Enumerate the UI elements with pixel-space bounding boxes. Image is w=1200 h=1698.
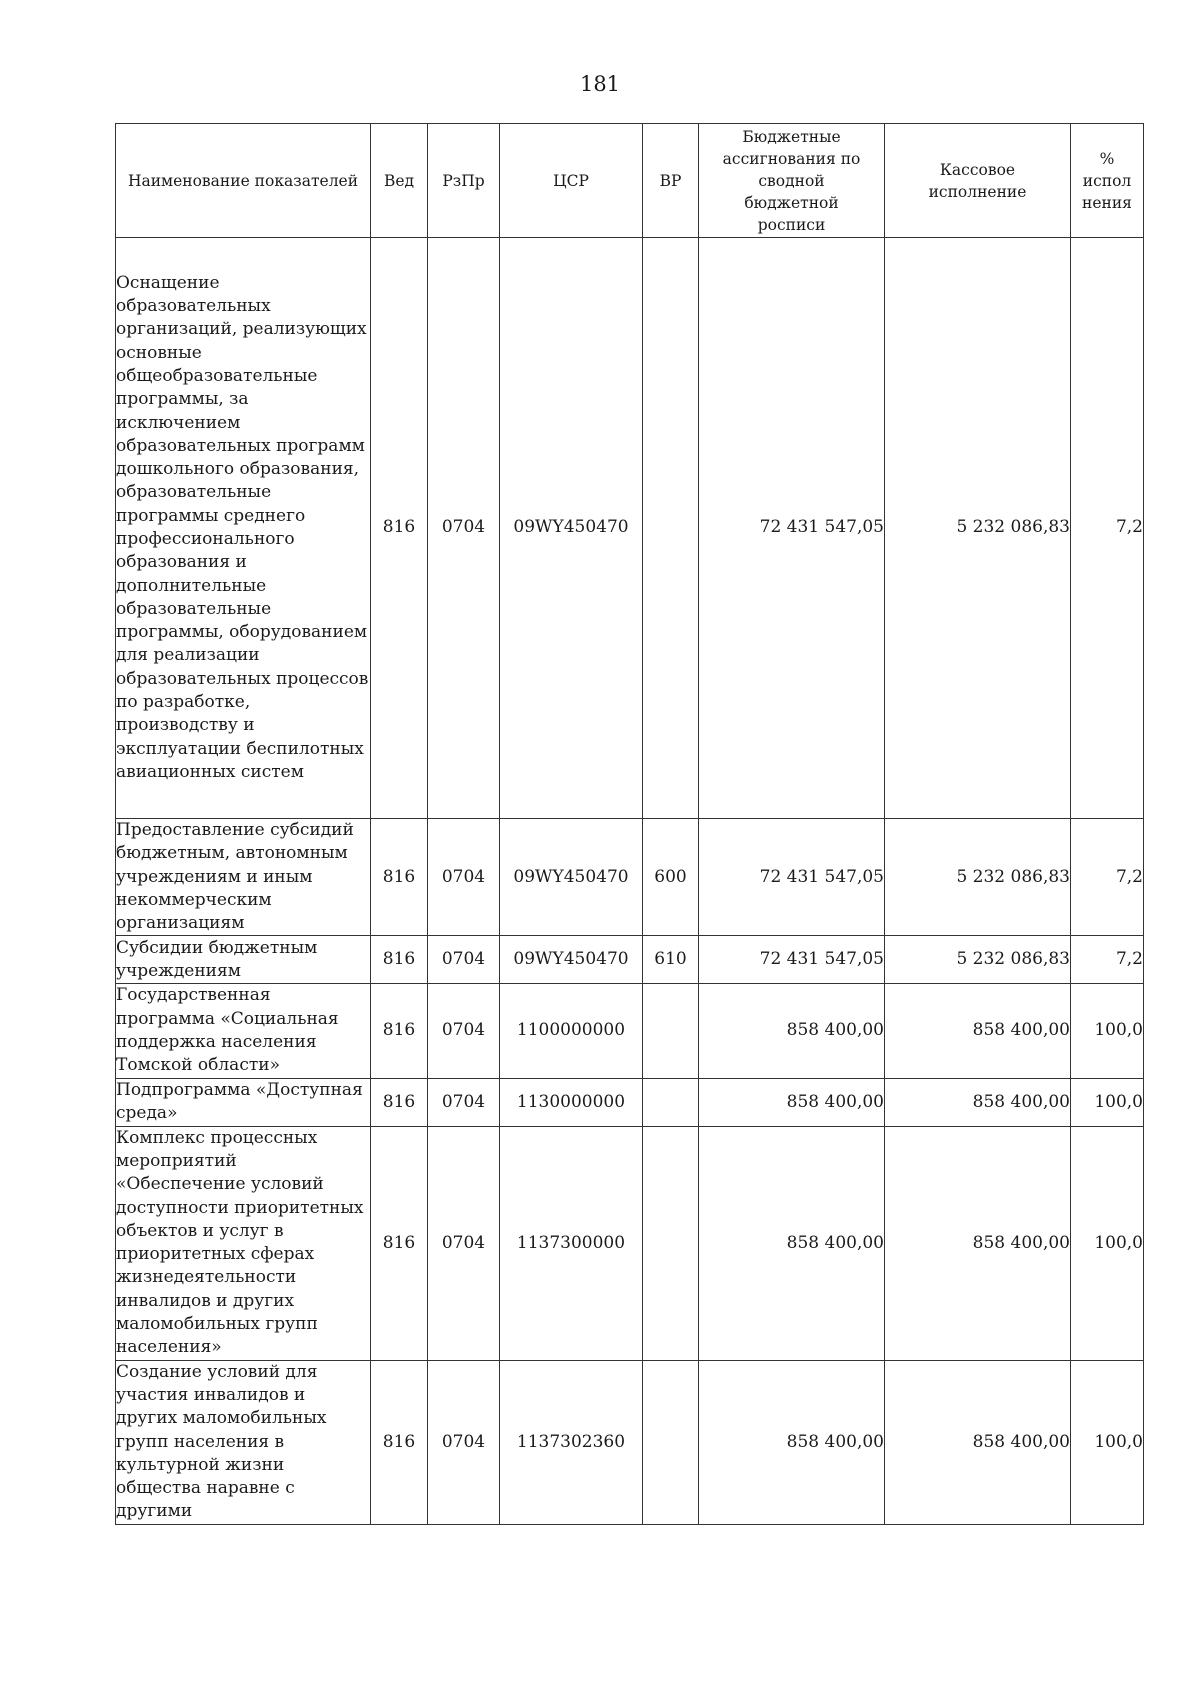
row-vr	[643, 1360, 699, 1524]
header-name: Наименование показателей	[116, 124, 371, 238]
row-csr: 1137300000	[500, 1126, 643, 1360]
row-allocations: 72 431 547,05	[699, 819, 885, 936]
table-header-row	[116, 124, 1144, 238]
table-row	[116, 238, 1144, 819]
row-name: Создание условий для участия инвалидов и других маломобильных групп населения в культурной жизни общества наравне с другими	[116, 1360, 371, 1524]
header-vr: ВР	[643, 124, 699, 238]
row-execution: 858 400,00	[885, 1360, 1071, 1524]
row-execution: 5 232 086,83	[885, 819, 1071, 936]
row-execution: 858 400,00	[885, 984, 1071, 1078]
row-execution: 858 400,00	[885, 1078, 1071, 1126]
row-name: Оснащение образовательных организаций, реализующих основные общеобразовательные программы, за исключением образовательных программ дошкольного образования, образовательные программы среднего профессионального образования и дополнительные образовательные программы, оборудованием для реализации образовательных процессов по разработке, производству и эксплуатации беспилотных авиационных систем	[116, 238, 371, 819]
row-execution: 5 232 086,83	[885, 238, 1071, 819]
row-ved: 816	[371, 984, 428, 1078]
header-csr: ЦСР	[500, 124, 643, 238]
row-name: Комплекс процессных мероприятий «Обеспечение условий доступности приоритетных объектов и услуг в приоритетных сферах жизнедеятельности инвалидов и других маломобильных групп населения»	[116, 1126, 371, 1360]
row-csr: 1137302360	[500, 1360, 643, 1524]
table-row	[116, 936, 1144, 984]
row-rzpr: 0704	[428, 984, 500, 1078]
row-percent: 100,0	[1071, 984, 1144, 1078]
row-ved: 816	[371, 238, 428, 819]
row-csr: 09WY450470	[500, 936, 643, 984]
row-name: Подпрограмма «Доступная среда»	[116, 1078, 371, 1126]
budget-table	[115, 123, 1144, 1525]
row-allocations: 858 400,00	[699, 1126, 885, 1360]
row-name: Предоставление субсидий бюджетным, автономным учреждениям и иным некоммерческим организациям	[116, 819, 371, 936]
row-percent: 100,0	[1071, 1360, 1144, 1524]
row-rzpr: 0704	[428, 1126, 500, 1360]
row-csr: 1130000000	[500, 1078, 643, 1126]
row-allocations: 72 431 547,05	[699, 936, 885, 984]
row-allocations: 72 431 547,05	[699, 238, 885, 819]
row-ved: 816	[371, 1078, 428, 1126]
page-number: 181	[579, 72, 621, 96]
row-rzpr: 0704	[428, 1078, 500, 1126]
header-ved: Вед	[371, 124, 428, 238]
row-vr	[643, 1078, 699, 1126]
row-percent: 7,2	[1071, 238, 1144, 819]
row-allocations: 858 400,00	[699, 1078, 885, 1126]
row-name: Государственная программа «Социальная поддержка населения Томской области»	[116, 984, 371, 1078]
row-percent: 7,2	[1071, 936, 1144, 984]
header-allocations: Бюджетные ассигнования по сводной бюджетной росписи	[699, 124, 885, 238]
row-ved: 816	[371, 936, 428, 984]
row-vr: 600	[643, 819, 699, 936]
header-execution: Кассовое исполнение	[885, 124, 1071, 238]
row-csr: 1100000000	[500, 984, 643, 1078]
row-rzpr: 0704	[428, 238, 500, 819]
row-percent: 100,0	[1071, 1078, 1144, 1126]
row-percent: 7,2	[1071, 819, 1144, 936]
row-name: Субсидии бюджетным учреждениям	[116, 936, 371, 984]
row-allocations: 858 400,00	[699, 1360, 885, 1524]
row-rzpr: 0704	[428, 819, 500, 936]
row-ved: 816	[371, 1360, 428, 1524]
row-allocations: 858 400,00	[699, 984, 885, 1078]
table-row	[116, 1078, 1144, 1126]
header-percent: % испол нения	[1071, 124, 1144, 238]
row-vr	[643, 1126, 699, 1360]
table-row	[116, 1360, 1144, 1524]
row-csr: 09WY450470	[500, 819, 643, 936]
header-rzpr: РзПр	[428, 124, 500, 238]
row-vr: 610	[643, 936, 699, 984]
row-ved: 816	[371, 819, 428, 936]
row-rzpr: 0704	[428, 936, 500, 984]
table-row	[116, 819, 1144, 936]
row-percent: 100,0	[1071, 1126, 1144, 1360]
row-execution: 858 400,00	[885, 1126, 1071, 1360]
row-vr	[643, 238, 699, 819]
table-row	[116, 984, 1144, 1078]
row-vr	[643, 984, 699, 1078]
table-row	[116, 1126, 1144, 1360]
row-execution: 5 232 086,83	[885, 936, 1071, 984]
row-ved: 816	[371, 1126, 428, 1360]
row-csr: 09WY450470	[500, 238, 643, 819]
row-rzpr: 0704	[428, 1360, 500, 1524]
